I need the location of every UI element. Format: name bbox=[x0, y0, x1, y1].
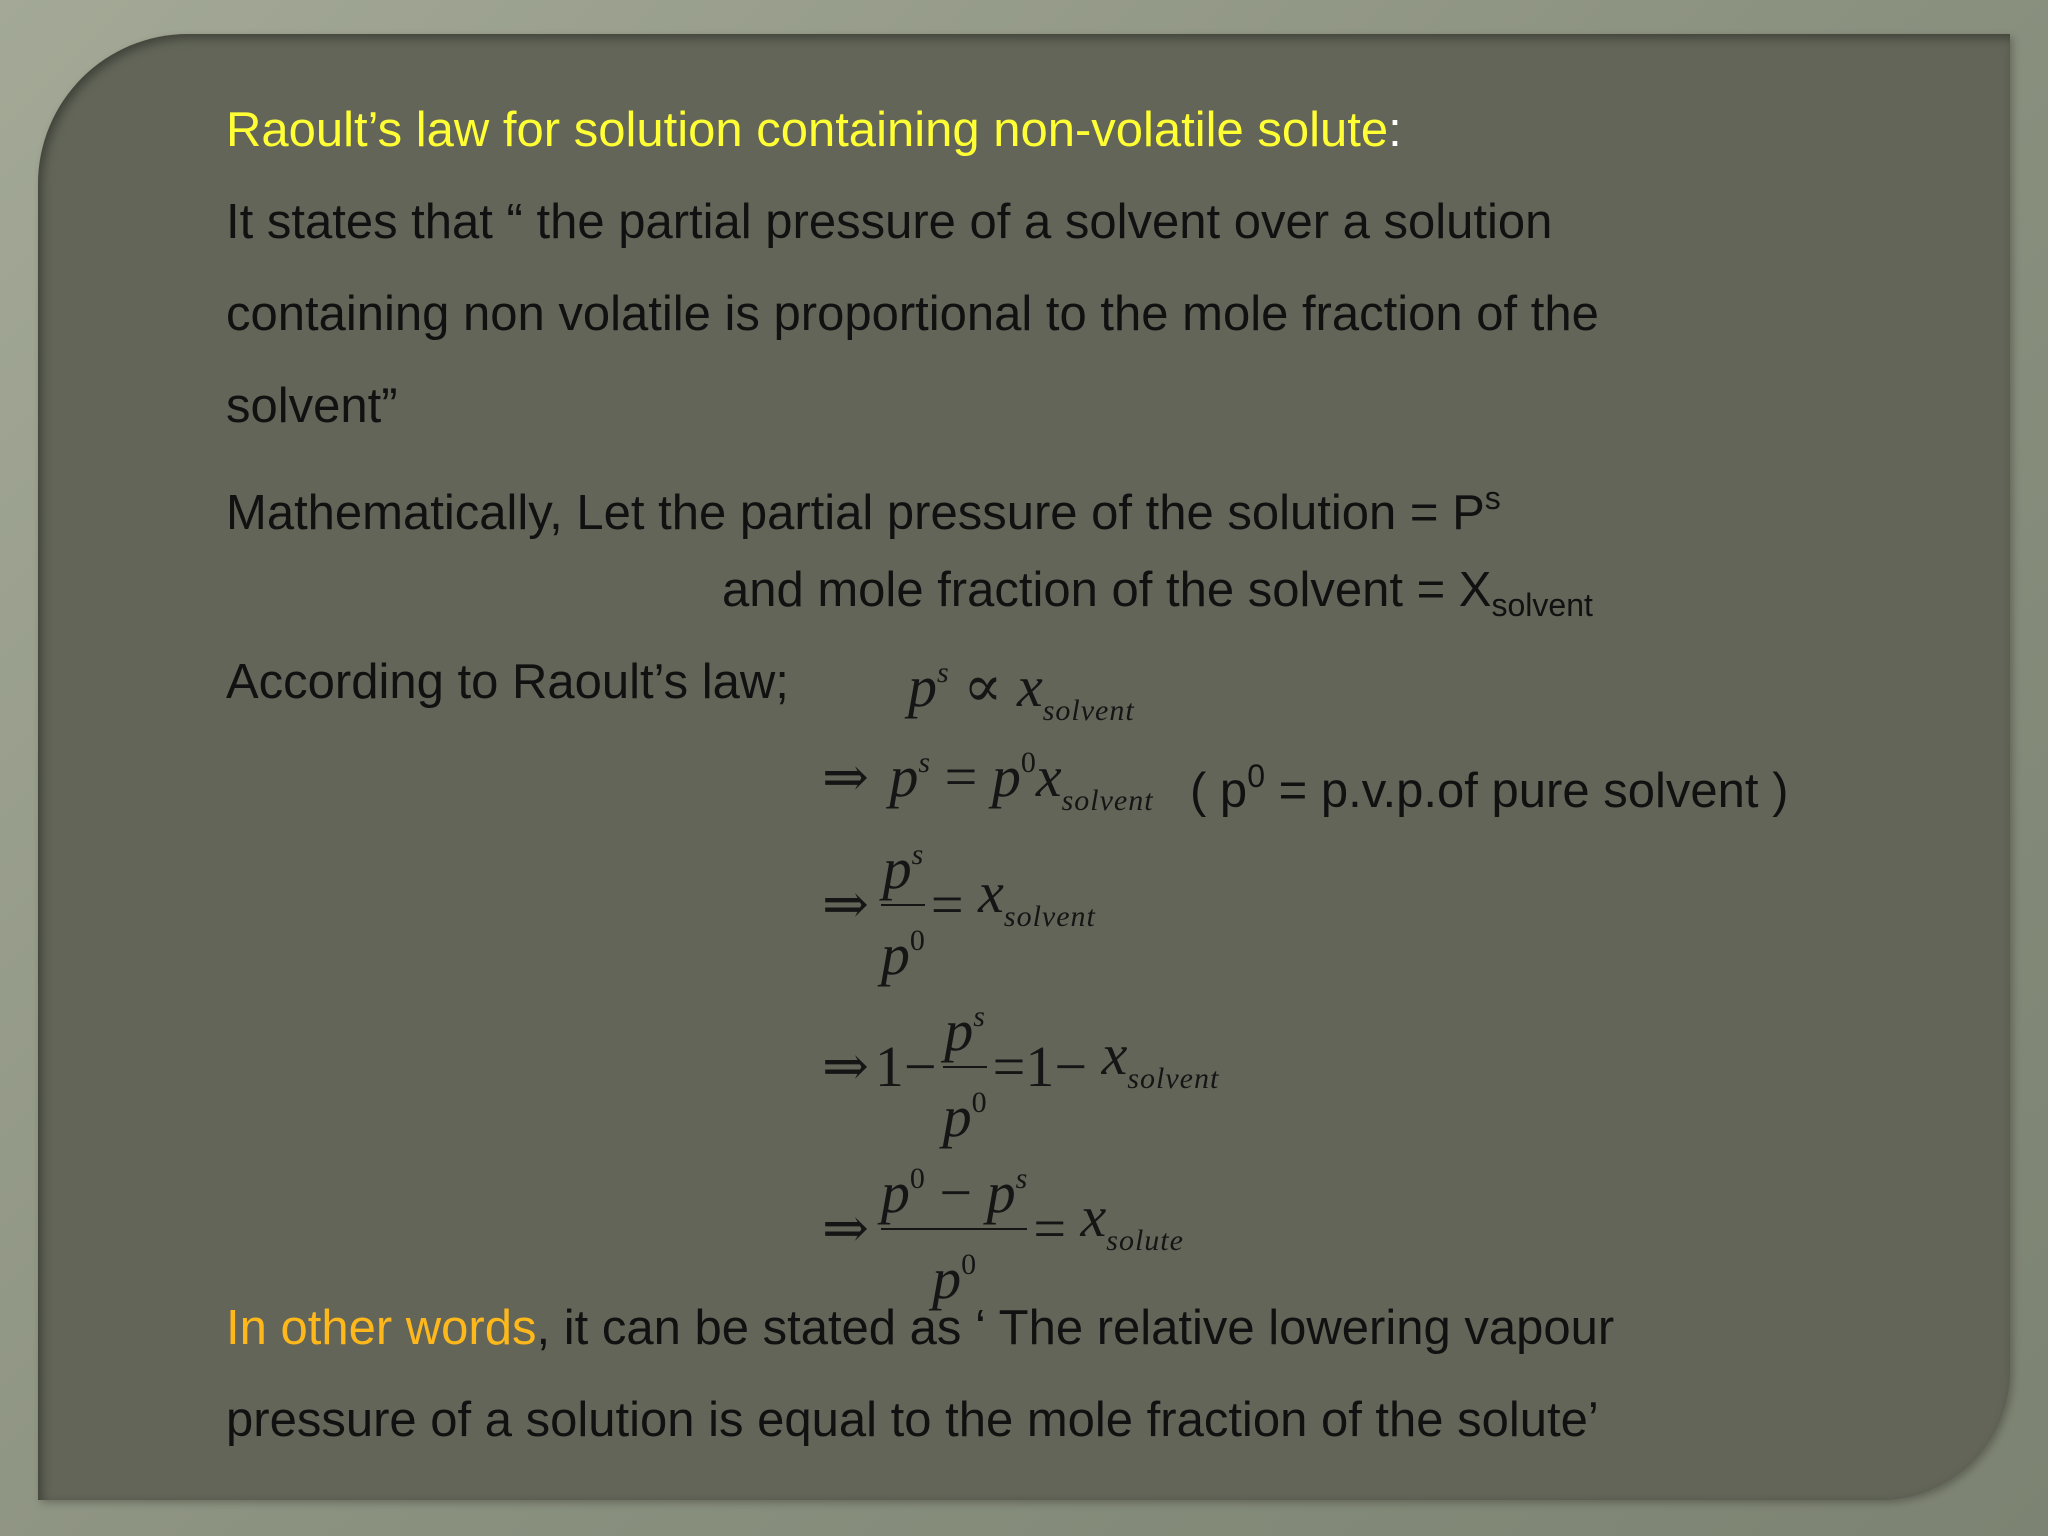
eq1-x: x bbox=[1016, 654, 1043, 719]
eq1-s: s bbox=[937, 656, 949, 689]
statement-line-1: It states that “ the partial pressure of a solvent over a solution bbox=[226, 195, 1553, 249]
eq4-minus: − bbox=[903, 1034, 937, 1099]
eq3-x: x bbox=[978, 860, 1004, 925]
eq5-equals: = bbox=[1033, 1196, 1067, 1261]
eq3-den-0: 0 bbox=[909, 924, 925, 957]
math-intro-text-2: and mole fraction of the solvent = X bbox=[722, 563, 1492, 617]
equation-3 bbox=[822, 820, 1096, 990]
eq4-sub: solvent bbox=[1127, 1062, 1220, 1095]
eq2-x: x bbox=[1035, 744, 1062, 809]
eq5-minus: − bbox=[939, 1160, 973, 1225]
eq4-equals: = bbox=[992, 1034, 1026, 1099]
eq1-proportional: ∝ bbox=[963, 654, 1003, 719]
eq2-note-sup: 0 bbox=[1247, 758, 1265, 794]
eq4-den-0: 0 bbox=[971, 1086, 987, 1119]
eq2-note-rest: = p.v.p.of pure solvent ) bbox=[1264, 764, 1789, 818]
eq4-den-p: p bbox=[942, 1084, 972, 1149]
equation-2 bbox=[822, 730, 1154, 834]
eq2-note-open: ( p bbox=[1190, 764, 1248, 818]
eq3-fraction bbox=[881, 820, 925, 990]
eq4-one2: 1 bbox=[1025, 1034, 1055, 1099]
eq4-num-p: p bbox=[944, 998, 974, 1063]
eq2-p0: p bbox=[991, 744, 1021, 809]
eq2-p: p bbox=[889, 744, 919, 809]
eq5-arrow: ⇒ bbox=[822, 1198, 869, 1260]
math-intro-sub: solvent bbox=[1491, 587, 1593, 623]
eq2-arrow: ⇒ bbox=[822, 747, 869, 809]
math-intro-line-1 bbox=[226, 468, 1501, 543]
conclusion-text-1: , it can be stated as ‘ The relative lowering vapour bbox=[536, 1301, 1615, 1355]
eq5-fraction bbox=[881, 1144, 1027, 1314]
eq3-sub: solvent bbox=[1003, 900, 1096, 933]
eq3-num-p: p bbox=[882, 836, 912, 901]
math-intro-text-1: Mathematically, Let the partial pressure of the solution = P bbox=[226, 486, 1485, 540]
eq3-equals: = bbox=[930, 872, 964, 937]
eq4-minus2: − bbox=[1054, 1034, 1088, 1099]
eq5-x: x bbox=[1080, 1184, 1107, 1249]
eq5-zero: 0 bbox=[909, 1162, 925, 1195]
equation-4 bbox=[822, 982, 1219, 1152]
eq5-den-p: p bbox=[932, 1246, 962, 1311]
eq3-num-s: s bbox=[911, 838, 924, 871]
equation-5 bbox=[822, 1144, 1184, 1314]
eq5-sub: solute bbox=[1106, 1224, 1184, 1257]
eq5-s: s bbox=[1015, 1162, 1028, 1195]
eq5-ps: p bbox=[986, 1160, 1016, 1225]
conclusion-line-1 bbox=[226, 1298, 1614, 1358]
eq3-den-p: p bbox=[880, 922, 910, 987]
slide-heading bbox=[226, 100, 1402, 160]
eq2-note bbox=[1190, 746, 1788, 821]
eq4-one: 1 bbox=[874, 1034, 904, 1099]
eq1-sub: solvent bbox=[1042, 694, 1135, 727]
heading-text: Raoult’s law for solution containing non-volatile solute bbox=[226, 103, 1389, 157]
eq5-den-0: 0 bbox=[961, 1248, 977, 1281]
according-label: According to Raoult’s law; bbox=[226, 655, 789, 709]
eq4-arrow: ⇒ bbox=[822, 1036, 869, 1098]
statement-line-3: solvent” bbox=[226, 379, 398, 433]
heading-colon: : bbox=[1388, 103, 1402, 157]
eq4-x: x bbox=[1101, 1022, 1128, 1087]
eq5-p0: p bbox=[880, 1160, 910, 1225]
statement-line-2: containing non volatile is proportional to the mole fraction of the bbox=[226, 287, 1599, 341]
math-intro-sup: s bbox=[1484, 480, 1501, 516]
conclusion-highlight: In other words bbox=[226, 1301, 537, 1355]
eq2-equals: = bbox=[944, 744, 978, 809]
eq3-arrow: ⇒ bbox=[822, 874, 869, 936]
equation-1 bbox=[908, 640, 1135, 744]
eq4-num-s: s bbox=[973, 1000, 985, 1033]
conclusion-line-2: pressure of a solution is equal to the mole fraction of the solute’ bbox=[226, 1393, 1599, 1447]
math-intro-line-2 bbox=[722, 560, 1593, 635]
eq1-p: p bbox=[908, 654, 937, 719]
eq2-s: s bbox=[918, 746, 931, 779]
eq2-zero: 0 bbox=[1020, 746, 1036, 779]
eq4-fraction bbox=[943, 982, 987, 1152]
eq2-sub: solvent bbox=[1061, 784, 1154, 817]
